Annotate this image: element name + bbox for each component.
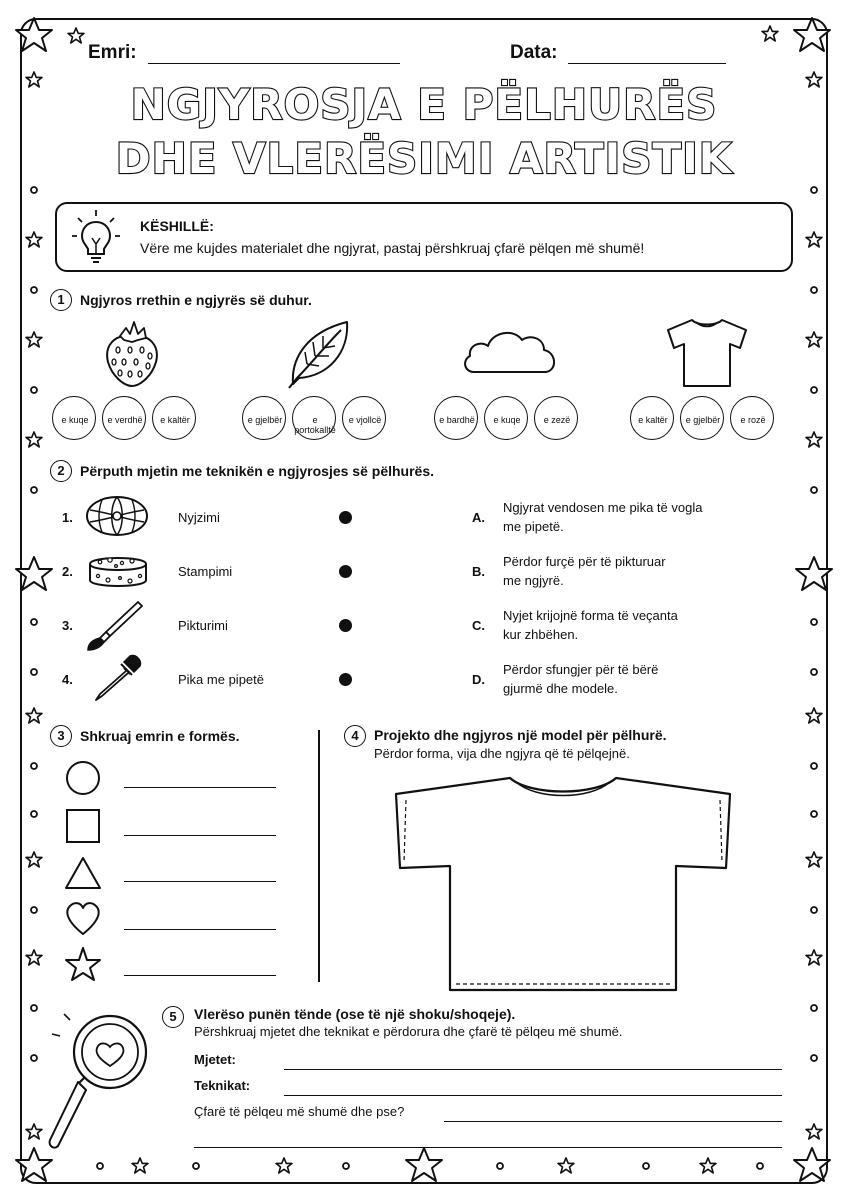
question-1-number: 1 bbox=[50, 289, 72, 311]
small-star-icon bbox=[806, 708, 822, 723]
small-star-icon bbox=[132, 1158, 148, 1173]
color-option-circle[interactable] bbox=[484, 396, 528, 440]
color-option-circle[interactable] bbox=[630, 396, 674, 440]
name-input-line[interactable] bbox=[148, 62, 400, 64]
shape-answer-line[interactable] bbox=[124, 974, 276, 976]
tool-name: Stampimi bbox=[178, 564, 233, 579]
small-star-icon bbox=[276, 1158, 292, 1173]
answer-letter: C. bbox=[472, 618, 485, 633]
date-label: Data: bbox=[510, 42, 558, 63]
magnifying-glass-icon bbox=[48, 1012, 152, 1152]
tool-number: 1. bbox=[62, 510, 73, 525]
star-shape bbox=[66, 948, 100, 980]
triangle-shape bbox=[66, 858, 100, 888]
question-3-number: 3 bbox=[50, 725, 72, 747]
techniques-label: Teknikat: bbox=[194, 1078, 251, 1093]
color-option-circle[interactable] bbox=[52, 396, 96, 440]
small-star-icon bbox=[558, 1158, 574, 1173]
date-input-line[interactable] bbox=[568, 62, 726, 64]
strawberry-icon bbox=[100, 318, 164, 390]
answer-description bbox=[503, 498, 763, 536]
small-star-icon bbox=[806, 852, 822, 867]
side-star-icon bbox=[796, 557, 832, 590]
answer-line1: Ngjyrat vendosen me pika të vogla bbox=[503, 500, 703, 515]
match-dot[interactable] bbox=[339, 565, 352, 578]
question-2-text: Përputh mjetin me teknikën e ngjyrosjes së pëlhurës. bbox=[80, 463, 435, 479]
corner-star-icon bbox=[16, 18, 52, 51]
color-option-label: e gjelbër bbox=[247, 415, 283, 425]
color-option-label: e kaltër bbox=[638, 415, 668, 425]
small-star-icon bbox=[806, 950, 822, 965]
tool-number: 2. bbox=[62, 564, 73, 579]
small-star-icon bbox=[26, 332, 42, 347]
question-5-subtext: Përshkruaj mjetet dhe teknikat e përdorura dhe çfarë të pëlqeu më shumë. bbox=[194, 1024, 623, 1039]
answer-line1: Përdor furçë për të pikturuar bbox=[503, 554, 666, 569]
color-option-circle[interactable] bbox=[342, 396, 386, 440]
color-option-label: e portokalltë bbox=[294, 415, 336, 435]
answer-line2: gjurmë dhe modele. bbox=[503, 681, 618, 696]
corner-star-icon bbox=[794, 18, 830, 51]
tshirt-design-canvas[interactable] bbox=[390, 770, 736, 996]
question-2-number: 2 bbox=[50, 460, 72, 482]
page-title-line1: NGJYROSJA E PËLHURËS bbox=[130, 80, 718, 129]
tool-name: Pika me pipetë bbox=[178, 672, 264, 687]
color-option-label: e vjollcë bbox=[348, 415, 382, 425]
question-4-text: Projekto dhe ngjyros një model për pëlhurë. bbox=[374, 727, 667, 743]
answer-description bbox=[503, 660, 763, 698]
pipette-icon bbox=[88, 654, 144, 704]
color-option-circle[interactable] bbox=[242, 396, 286, 440]
shape-answer-line[interactable] bbox=[124, 880, 276, 882]
color-option-label: e zezë bbox=[543, 415, 571, 425]
tool-name: Pikturimi bbox=[178, 618, 228, 633]
tools-label: Mjetet: bbox=[194, 1052, 236, 1067]
section-divider bbox=[318, 730, 320, 982]
corner-star-icon bbox=[794, 1148, 830, 1181]
answer-letter: B. bbox=[472, 564, 485, 579]
question-1-text: Ngjyros rrethin e ngjyrës së duhur. bbox=[80, 292, 312, 308]
favorite-answer-line[interactable] bbox=[444, 1120, 782, 1122]
square-shape bbox=[67, 810, 99, 842]
small-star-icon bbox=[700, 1158, 716, 1173]
shape-answer-line[interactable] bbox=[124, 786, 276, 788]
side-star-icon bbox=[16, 557, 52, 590]
small-star-icon bbox=[26, 852, 42, 867]
tools-answer-line[interactable] bbox=[284, 1068, 782, 1070]
small-star-icon bbox=[26, 950, 42, 965]
question-4-subtext: Përdor forma, vija dhe ngjyra që të pëlqejnë. bbox=[374, 746, 630, 761]
heart-shape bbox=[67, 903, 98, 934]
match-dot[interactable] bbox=[339, 619, 352, 632]
color-option-circle[interactable] bbox=[292, 396, 336, 440]
color-option-label: e kuqe bbox=[493, 415, 521, 425]
match-dot[interactable] bbox=[339, 511, 352, 524]
favorite-label: Çfarë të pëlqeu më shumë dhe pse? bbox=[194, 1104, 405, 1119]
name-label: Emri: bbox=[88, 42, 137, 63]
favorite-answer-line-2[interactable] bbox=[194, 1146, 782, 1148]
small-star-icon bbox=[68, 28, 84, 43]
color-option-circle[interactable] bbox=[730, 396, 774, 440]
color-option-circle[interactable] bbox=[434, 396, 478, 440]
shape-answer-line[interactable] bbox=[124, 834, 276, 836]
small-star-icon bbox=[806, 232, 822, 247]
small-star-icon bbox=[26, 232, 42, 247]
lightbulb-icon bbox=[70, 208, 122, 268]
answer-letter: D. bbox=[472, 672, 485, 687]
color-option-circle[interactable] bbox=[680, 396, 724, 440]
tshirt-icon bbox=[664, 316, 750, 390]
color-option-label: e kuqe bbox=[61, 415, 89, 425]
color-option-label: e verdhë bbox=[107, 415, 143, 425]
shapes-column bbox=[64, 762, 104, 982]
corner-star-icon bbox=[16, 1148, 52, 1181]
color-option-circle[interactable] bbox=[152, 396, 196, 440]
techniques-answer-line[interactable] bbox=[284, 1094, 782, 1096]
cloud-icon bbox=[462, 324, 560, 376]
answer-line1: Nyjet krijojnë forma të veçanta bbox=[503, 608, 678, 623]
color-option-label: e rozë bbox=[740, 415, 766, 425]
small-star-icon bbox=[26, 432, 42, 447]
tool-number: 4. bbox=[62, 672, 73, 687]
answer-line2: kur zhbëhen. bbox=[503, 627, 579, 642]
tip-title: KËSHILLË: bbox=[140, 218, 214, 234]
color-option-circle[interactable] bbox=[102, 396, 146, 440]
answer-line1: Përdor sfungjer për të bërë bbox=[503, 662, 659, 677]
small-star-icon bbox=[806, 432, 822, 447]
paintbrush-icon bbox=[86, 600, 144, 652]
tip-box bbox=[55, 202, 793, 272]
answer-description bbox=[503, 606, 763, 644]
small-star-icon bbox=[806, 332, 822, 347]
small-star-icon bbox=[762, 26, 778, 41]
circle-shape bbox=[67, 762, 99, 794]
tool-name: Nyjzimi bbox=[178, 510, 220, 525]
question-5-text: Vlerëso punën tënde (ose të një shoku/shoqeje). bbox=[194, 1006, 516, 1022]
tool-number: 3. bbox=[62, 618, 73, 633]
answer-line2: me pipetë. bbox=[503, 519, 564, 534]
leaf-icon bbox=[285, 318, 351, 390]
page-title-line2: DHE VLERËSIMI ARTISTIK bbox=[115, 134, 733, 183]
question-3-text: Shkruaj emrin e formës. bbox=[80, 728, 240, 744]
small-star-icon bbox=[26, 1124, 42, 1139]
bottom-star-icon bbox=[406, 1148, 442, 1181]
small-star-icon bbox=[806, 1124, 822, 1139]
color-option-label: e kaltër bbox=[160, 415, 190, 425]
shape-answer-line[interactable] bbox=[124, 928, 276, 930]
color-option-label: e bardhë bbox=[439, 415, 475, 425]
question-5-number: 5 bbox=[162, 1006, 184, 1028]
sponge-icon bbox=[86, 550, 150, 592]
match-dot[interactable] bbox=[339, 673, 352, 686]
answer-description bbox=[503, 552, 763, 590]
color-option-circle[interactable] bbox=[534, 396, 578, 440]
answer-line2: me ngjyrë. bbox=[503, 573, 564, 588]
question-4-number: 4 bbox=[344, 725, 366, 747]
tip-text: Vëre me kujdes materialet dhe ngjyrat, pastaj përshkruaj çfarë pëlqen më shumë! bbox=[140, 240, 645, 256]
color-option-label: e gjelbër bbox=[685, 415, 721, 425]
tied-fabric-icon bbox=[84, 492, 150, 538]
small-star-icon bbox=[26, 708, 42, 723]
answer-letter: A. bbox=[472, 510, 485, 525]
